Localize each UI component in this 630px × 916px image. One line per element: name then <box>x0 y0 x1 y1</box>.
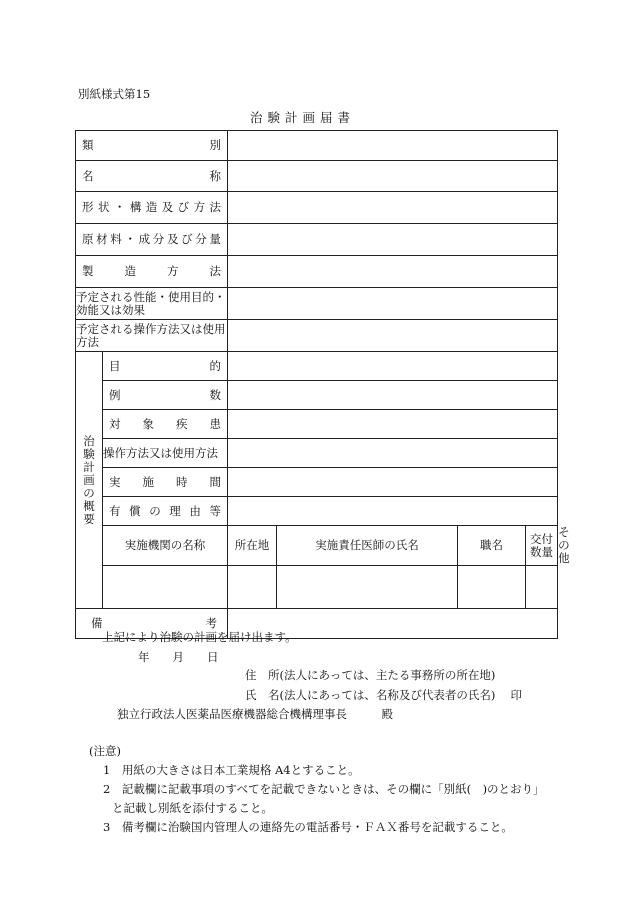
materials-field[interactable] <box>228 224 558 256</box>
document-title: 治験計画届書 <box>250 110 356 125</box>
notes-heading: (注意) <box>89 744 121 758</box>
column-header-institution: 実施機関の名称 <box>103 526 228 566</box>
row-label-remarks: 備 考 <box>76 609 228 639</box>
manufacturing-field[interactable] <box>228 256 558 288</box>
job-title-field[interactable] <box>458 566 526 609</box>
doctor-field[interactable] <box>277 566 458 609</box>
location-field[interactable] <box>228 566 277 609</box>
purpose-field[interactable] <box>228 352 558 381</box>
column-header-title: 職名 <box>458 526 526 566</box>
overview-label-target-disease: 対 象 疾 患 <box>103 410 228 439</box>
expected-performance-field[interactable] <box>228 288 558 320</box>
cases-field[interactable] <box>228 381 558 410</box>
note-2-continued: と記載し別紙を添付すること。 <box>112 801 273 815</box>
column-header-doctor: 実施責任医師の氏名 <box>277 526 458 566</box>
institution-field[interactable] <box>103 566 228 609</box>
name-field[interactable] <box>228 161 558 192</box>
row-label-shape: 形 状 ・ 構 造 及 び 方 法 <box>76 192 228 224</box>
column-header-quantity: 交付数量 <box>526 526 558 566</box>
overview-label-operation-method: 操作方法又は使用方法 <box>103 439 228 468</box>
row-label-name: 名 称 <box>76 161 228 192</box>
note-2: 2 記載欄に記載事項のすべてを記載できないときは、その欄に「別紙( )のとおり」 <box>103 782 545 796</box>
note-3: 3 備考欄に治験国内管理人の連絡先の電話番号・ＦＡＸ番号を記載すること。 <box>103 820 513 834</box>
notification-form-table: 類 別 名 称 形 状 ・ 構 造 及 び 方 法 原 材 料 ・ 成 分 及 び 分 量 製 造 方 法 予定される性能・使用目的・効能又は効果 予定される操作方法又は使用方法 治 験 計 画 の 概 要 目 的 例 数 対 象 疾 患 操作方法又は使用方法 実 施 時 間 有 償 の 理 由 等 実施機関の名称 所在地 実施責任医師の氏名 職名 交付数量 その他 備 考 <box>75 130 558 639</box>
addressee-line: 独立行政法人医薬品医療機器総合機構理事長 殿 <box>117 707 393 721</box>
row-label-expected-performance: 予定される性能・使用目的・効能又は効果 <box>76 288 228 320</box>
expected-operation-field[interactable] <box>228 320 558 352</box>
quantity-field[interactable] <box>526 566 558 609</box>
overview-label-period: 実 施 時 間 <box>103 468 228 497</box>
applicant-address-line: 住 所(法人にあっては、主たる事務所の所在地) <box>245 668 496 682</box>
overview-label-paid-reason: 有 償 の 理 由 等 <box>103 497 228 526</box>
row-label-expected-operation: 予定される操作方法又は使用方法 <box>76 320 228 352</box>
overview-label-purpose: 目 的 <box>103 352 228 381</box>
paid-reason-field[interactable] <box>228 497 558 526</box>
target-disease-field[interactable] <box>228 410 558 439</box>
operation-method-field[interactable] <box>228 439 558 468</box>
period-field[interactable] <box>228 468 558 497</box>
shape-field[interactable] <box>228 192 558 224</box>
column-header-location: 所在地 <box>228 526 277 566</box>
form-number: 別紙様式第15 <box>78 87 151 101</box>
overview-label-cases: 例 数 <box>103 381 228 410</box>
date-line: 年 月 日 <box>138 650 219 664</box>
row-label-materials: 原 材 料 ・ 成 分 及 び 分 量 <box>76 224 228 256</box>
note-1: 1 用紙の大きさは日本工業規格 A4とすること。 <box>103 763 360 777</box>
row-label-manufacturing: 製 造 方 法 <box>76 256 228 288</box>
category-field[interactable] <box>228 131 558 161</box>
row-label-category: 類 別 <box>76 131 228 161</box>
overview-side-label: 治 験 計 画 の 概 要 <box>76 352 103 609</box>
applicant-name-line: 氏 名(法人にあっては、名称及び代表者の氏名) 印 <box>245 688 523 702</box>
declaration-statement: 上記により治験の計画を届け出ます。 <box>102 630 297 644</box>
